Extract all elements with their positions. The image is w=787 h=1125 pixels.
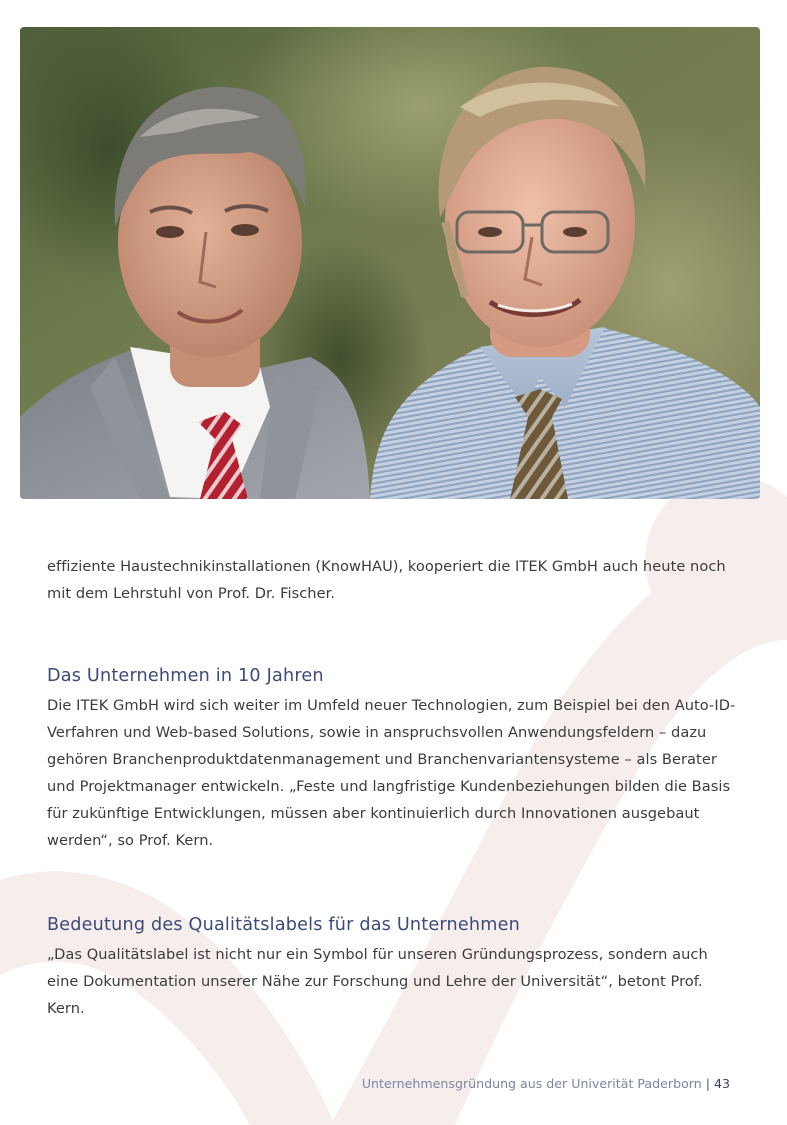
- section-line: werden“, so Prof. Kern.: [47, 832, 214, 849]
- section-body: [47, 692, 737, 854]
- section-line: Die ITEK GmbH wird sich weiter im Umfeld neuer Technologien, zum Beispiel bei den Auto-ID-: [47, 697, 736, 714]
- intro-line: mit dem Lehrstuhl von Prof. Dr. Fischer.: [47, 585, 336, 602]
- intro-paragraph: [47, 553, 737, 607]
- section-heading: Bedeutung des Qualitätslabels für das Unternehmen: [47, 915, 520, 935]
- footer-title: Unternehmensgründung aus der Univerität Paderborn: [361, 1076, 702, 1091]
- section-line: für zukünftige Entwicklungen, müssen aber kontinuierlich durch Innovationen ausgebaut: [47, 805, 700, 822]
- section-body: [47, 941, 737, 1022]
- section-company-in-10-years: [47, 664, 737, 854]
- footer-separator: |: [705, 1076, 710, 1091]
- section-quality-label: [47, 913, 737, 1022]
- portrait-photo: [20, 27, 760, 499]
- page-footer: [362, 1076, 730, 1091]
- intro-line: effiziente Haustechnikinstallationen (KnowHAU), kooperiert die ITEK GmbH auch heute noch: [47, 558, 726, 575]
- section-line: „Das Qualitätslabel ist nicht nur ein Symbol für unseren Gründungsprozess, sondern auch: [47, 946, 708, 963]
- section-line: eine Dokumentation unserer Nähe zur Forschung und Lehre der Universität“, betont Prof. Kern.: [47, 973, 703, 1017]
- section-heading: Das Unternehmen in 10 Jahren: [47, 666, 324, 686]
- page-number: 43: [713, 1076, 730, 1091]
- intro-text: [47, 553, 737, 607]
- section-line: und Projektmanager entwickeln. „Feste und langfristige Kundenbeziehungen bilden die Basis: [47, 778, 731, 795]
- section-line: gehören Branchenproduktdatenmanagement und Branchenvariantensysteme – als Berater: [47, 751, 717, 768]
- section-line: Verfahren und Web-based Solutions, sowie in anspruchsvollen Anwendungsfeldern – dazu: [47, 724, 707, 741]
